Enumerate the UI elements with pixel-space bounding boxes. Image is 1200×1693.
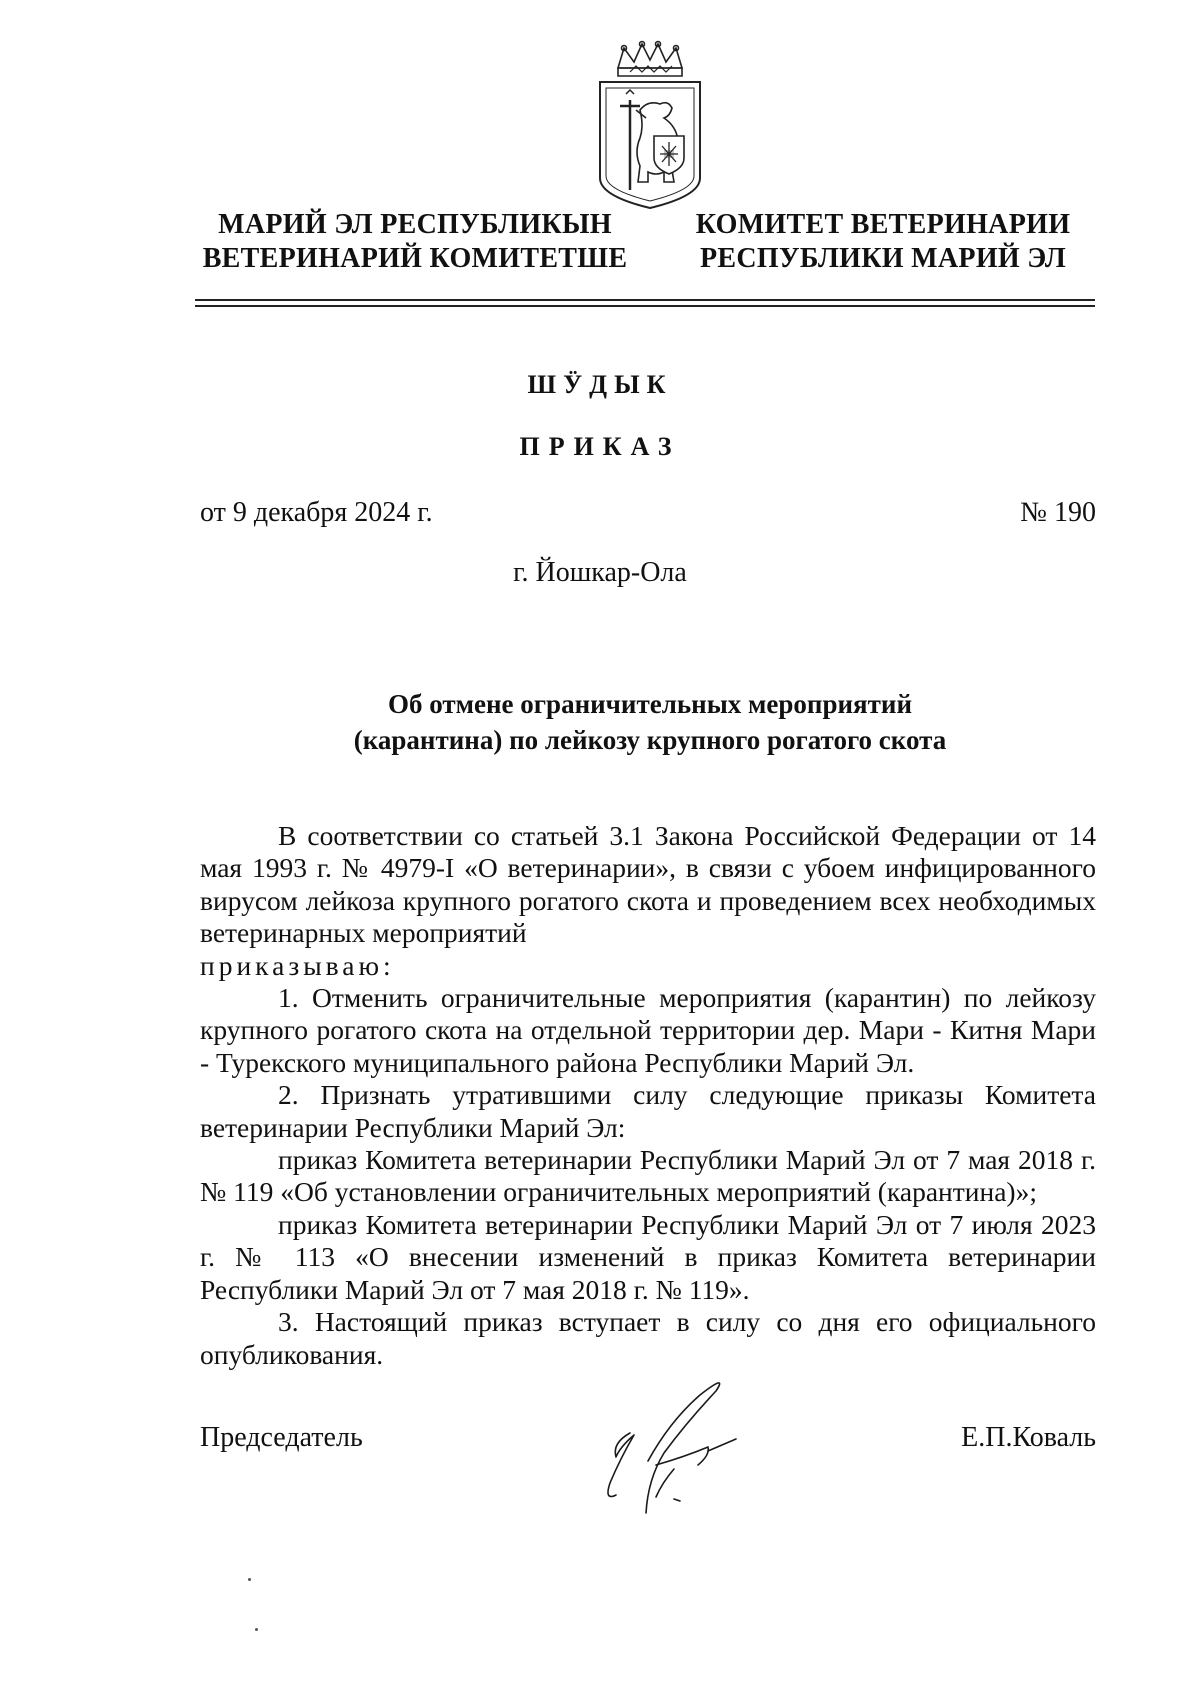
doc-title-line1: Об отмене ограничительных мероприятий <box>387 689 913 719</box>
header-divider-top <box>195 299 1095 301</box>
doc-city: г. Йошкар-Ола <box>513 557 687 588</box>
header-mari-org-name <box>185 208 645 276</box>
header-right-line2: РЕСПУБЛИКИ МАРИЙ ЭЛ <box>700 243 1066 274</box>
scan-speck <box>248 1578 251 1581</box>
coat-of-arms-emblem <box>590 40 710 210</box>
handwritten-signature <box>590 1373 770 1523</box>
doc-type-russian: ПРИКАЗ <box>519 432 681 461</box>
body-item-1: 1. Отменить ограничительные мероприятия (карантин) по лейкозу крупного рогатого скота на отдельной территории дер. Мари - Китня Мари - Турекского муниципального района Республики Марий Эл. <box>200 982 1096 1078</box>
header-left-line1: МАРИЙ ЭЛ РЕСПУБЛИКЫН <box>218 209 612 240</box>
header-divider-bottom <box>195 305 1095 307</box>
signature-role: Председатель <box>200 1422 363 1453</box>
header-right-line1: КОМИТЕТ ВЕТЕРИНАРИИ <box>695 209 1071 240</box>
body-item-2: 2. Признать утратившими силу следующие приказы Комитета ветеринарии Республики Марий Эл: <box>200 1079 1096 1143</box>
scan-speck <box>255 1628 258 1631</box>
header-russian-org-name <box>678 208 1088 276</box>
doc-title <box>250 686 1050 758</box>
body-preamble: В соответствии со статьей 3.1 Закона Российской Федерации от 14 мая 1993 г. № 4979-I «О ветеринарии», в связи с убоем инфицированного вирусом лейкоза крупного рогатого скота и проведением всех необходимых ветеринарных мероприятий <box>200 820 1096 949</box>
doc-number: № 190 <box>1020 497 1096 528</box>
signature-name: Е.П.Коваль <box>961 1422 1096 1453</box>
body-item-2a: приказ Комитета ветеринарии Республики Марий Эл от 7 мая 2018 г. № 119 «Об установлении ограничительных мероприятий (карантина)»; <box>200 1144 1096 1208</box>
body-item-3: 3. Настоящий приказ вступает в силу со дня его официального опубликования. <box>200 1306 1096 1370</box>
doc-type-mari: ШӰДЫК <box>527 370 673 399</box>
body-item-2b: приказ Комитета ветеринарии Республики Марий Эл от 7 июля 2023 г. № 113 «О внесении изменений в приказ Комитета ветеринарии Республики Марий Эл от 7 мая 2018 г. № 119». <box>200 1208 1096 1305</box>
doc-title-line2: (карантина) по лейкозу крупного рогатого скота <box>353 725 947 755</box>
body-decree: приказываю: <box>200 949 395 981</box>
doc-body <box>200 820 1096 1371</box>
header-left-line2: ВЕТЕРИНАРИЙ КОМИТЕТШЕ <box>202 243 628 274</box>
doc-date: от 9 декабря 2024 г. <box>200 497 433 528</box>
